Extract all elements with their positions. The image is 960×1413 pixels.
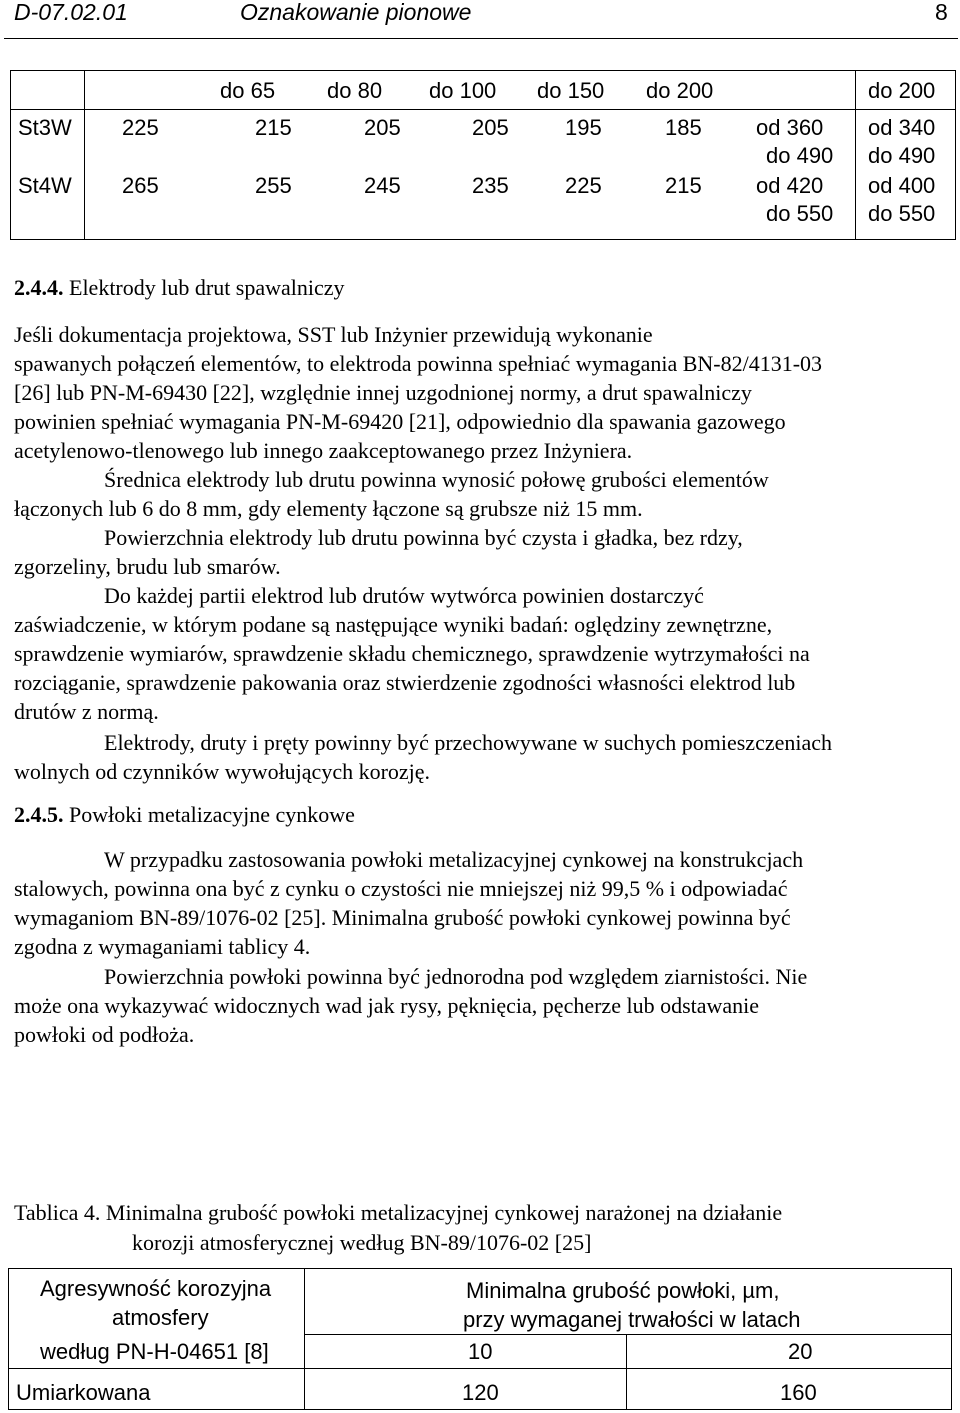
years-header: 10: [468, 1339, 493, 1364]
text-line: powinien spełniać wymagania PN-M-69420 [21], odpowiednio dla spawania gazowego: [14, 409, 786, 434]
table-cell: 265: [122, 173, 159, 198]
page-number: 8: [935, 0, 948, 25]
table-cell: 215: [255, 115, 292, 140]
text-line: stalowych, powinna ona być z cynku o czystości nie mniejszej niż 99,5 % i odpowiadać: [14, 876, 788, 901]
steel-grade: St3W: [18, 115, 72, 140]
section-title: Elektrody lub drut spawalniczy: [69, 275, 345, 300]
table-cell: do 550: [766, 201, 834, 226]
caption-line: korozji atmosferycznej według BN-89/1076-02 [25]: [132, 1230, 592, 1255]
paragraph: [14, 581, 950, 726]
thickness-header: do 80: [327, 78, 383, 103]
paragraph: [14, 465, 950, 523]
thickness-header: do 65: [220, 78, 276, 103]
section-title: Powłoki metalizacyjne cynkowe: [69, 802, 355, 827]
section-heading: [14, 275, 345, 301]
steel-table-col-rule: [84, 70, 85, 240]
steel-table-header-rule: [10, 109, 956, 110]
column-header: przy wymaganej trwałości w latach: [463, 1307, 801, 1332]
thickness-header: do 100: [429, 78, 497, 103]
table-cell: 225: [565, 173, 602, 198]
table-cell: 225: [122, 115, 159, 140]
steel-grade: St4W: [18, 173, 72, 198]
table-cell: 235: [472, 173, 509, 198]
text-line: Powierzchnia powłoki powinna być jednorodna pod względem ziarnistości. Nie: [104, 964, 808, 989]
text-line: Do każdej partii elektrod lub drutów wytwórca powinien dostarczyć: [104, 583, 704, 608]
text-line: powłoki od podłoża.: [14, 1022, 195, 1047]
paragraph: [14, 320, 950, 465]
table-caption: [14, 1198, 782, 1258]
table-cell: 195: [565, 115, 602, 140]
table-cell: 120: [462, 1380, 499, 1405]
text-line: Jeśli dokumentacja projektowa, SST lub Inżynier przewidują wykonanie: [14, 322, 653, 347]
steel-table-col-rule: [855, 70, 856, 240]
page-header: [0, 0, 960, 40]
document-title: Oznakowanie pionowe: [240, 0, 472, 25]
table-cell: do 490: [766, 143, 834, 168]
table-cell: od 360: [756, 115, 824, 140]
table-cell: od 420: [756, 173, 824, 198]
table-cell: 160: [780, 1380, 817, 1405]
paragraph: [14, 962, 950, 1049]
text-line: Średnica elektrody lub drutu powinna wynosić połowę grubości elementów: [104, 467, 769, 492]
text-line: może ona wykazywać widocznych wad jak rysy, pęknięcia, pęcherze lub odstawanie: [14, 993, 760, 1018]
caption-line: Tablica 4. Minimalna grubość powłoki metalizacyjnej cynkowej narażonej na działanie: [14, 1200, 783, 1225]
table-cell: 205: [472, 115, 509, 140]
table-cell: 185: [665, 115, 702, 140]
aggressiveness-label: Umiarkowana: [16, 1380, 151, 1405]
column-header: Minimalna grubość powłoki, µm,: [466, 1278, 780, 1303]
table-cell: 215: [665, 173, 702, 198]
thickness-header: do 200: [868, 78, 936, 103]
section-number: 2.4.4.: [14, 275, 64, 300]
column-header: Agresywność korozyjna: [40, 1276, 272, 1301]
column-header: atmosfery: [112, 1305, 209, 1330]
header-rule: [4, 38, 958, 39]
coating-table-subheader-rule: [304, 1334, 952, 1335]
paragraph: [14, 845, 950, 961]
text-line: zaświadczenie, w którym podane są następujące wyniki badań: oględziny zewnętrzne,: [14, 612, 773, 637]
text-line: zgorzeliny, brudu lub smarów.: [14, 554, 281, 579]
text-line: sprawdzenie wymiarów, sprawdzenie składu chemicznego, sprawdzenie wytrzymałości na: [14, 641, 810, 666]
text-line: Powierzchnia elektrody lub drutu powinna być czysta i gładka, bez rdzy,: [104, 525, 743, 550]
years-header: 20: [788, 1339, 813, 1364]
table-cell: 255: [255, 173, 292, 198]
paragraph: [14, 728, 950, 786]
coating-table-col-rule: [626, 1334, 627, 1410]
section-heading: [14, 802, 355, 828]
table-cell: 245: [364, 173, 401, 198]
text-line: W przypadku zastosowania powłoki metalizacyjnej cynkowej na konstrukcjach: [104, 847, 804, 872]
column-header: według PN-H-04651 [8]: [40, 1339, 269, 1364]
section-number: 2.4.5.: [14, 802, 64, 827]
text-line: drutów z normą.: [14, 699, 159, 724]
text-line: łączonych lub 6 do 8 mm, gdy elementy łączone są grubsze niż 15 mm.: [14, 496, 643, 521]
thickness-header: do 150: [537, 78, 605, 103]
coating-table: [8, 1268, 952, 1410]
table-cell: od 400: [868, 173, 936, 198]
table-cell: 205: [364, 115, 401, 140]
text-line: acetylenowo-tlenowego lub innego zaakceptowanego przez Inżyniera.: [14, 438, 633, 463]
text-line: [26] lub PN-M-69430 [22], względnie innej uzgodnionej normy, a drut spawalniczy: [14, 380, 752, 405]
table-cell: do 550: [868, 201, 936, 226]
text-line: spawanych połączeń elementów, to elektroda powinna spełniać wymagania BN-82/4131-03: [14, 351, 823, 376]
text-line: wymaganiom BN-89/1076-02 [25]. Minimalna grubość powłoki cynkowej powinna być: [14, 905, 791, 930]
paragraph: [14, 523, 950, 581]
text-line: rozciąganie, sprawdzenie pakowania oraz stwierdzenie zgodności własności elektrod lub: [14, 670, 796, 695]
coating-table-header-rule: [8, 1368, 952, 1369]
text-line: wolnych od czynników wywołujących korozję.: [14, 759, 431, 784]
steel-table: [10, 70, 956, 240]
thickness-header: do 200: [646, 78, 714, 103]
table-cell: do 490: [868, 143, 936, 168]
table-cell: od 340: [868, 115, 936, 140]
text-line: zgodna z wymaganiami tablicy 4.: [14, 934, 311, 959]
text-line: Elektrody, druty i pręty powinny być przechowywane w suchych pomieszczeniach: [104, 730, 832, 755]
document-code: D-07.02.01: [14, 0, 128, 25]
coating-table-col-rule: [304, 1268, 305, 1410]
